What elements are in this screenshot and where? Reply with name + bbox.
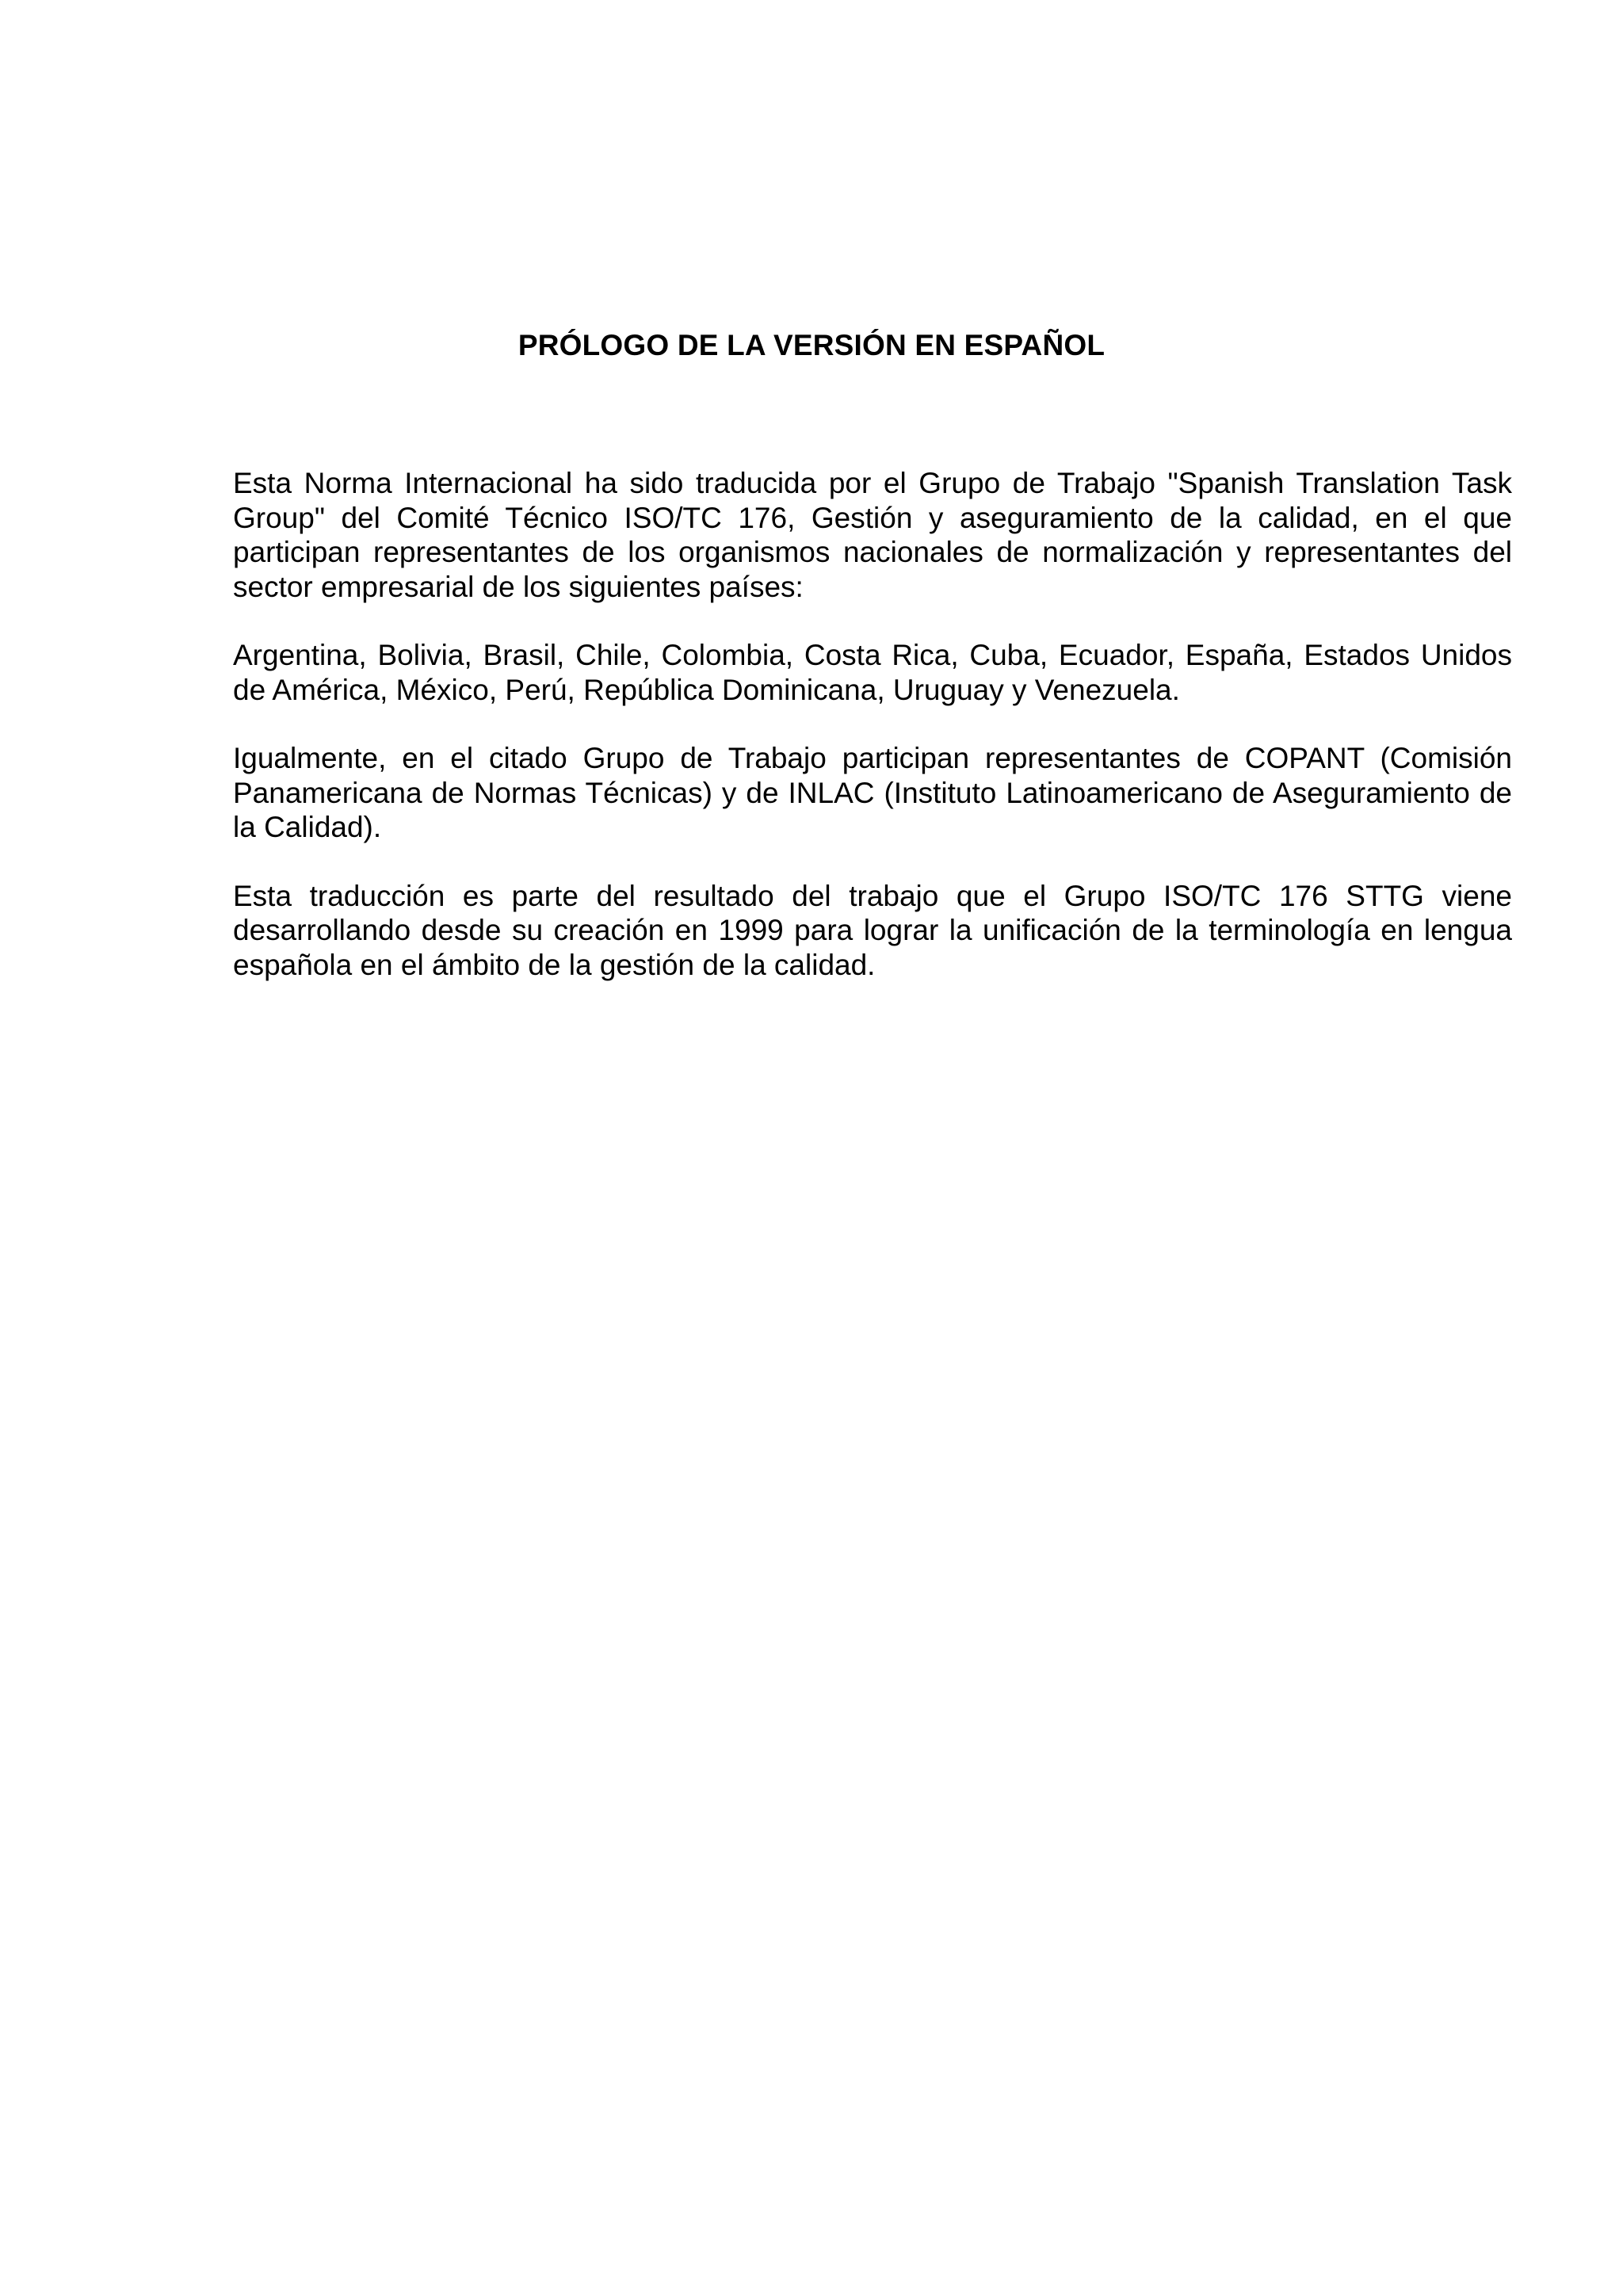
document-body: [233, 466, 1512, 1016]
paragraph-countries: Argentina, Bolivia, Brasil, Chile, Colombia, Costa Rica, Cuba, Ecuador, España, Estados Unidos de América, México, Perú, República Dominicana, Uruguay y Venezuela.: [233, 639, 1512, 706]
paragraph-sttg-work: Esta traducción es parte del resultado del trabajo que el Grupo ISO/TC 176 STTG viene desarrollando desde su creación en 1999 para lograr la unificación de la terminología en lengua española en el ámbito de la gestión de la calidad.: [233, 879, 1512, 981]
page-title: PRÓLOGO DE LA VERSIÓN EN ESPAÑOL: [517, 329, 1106, 361]
paragraph-translation-group: Esta Norma Internacional ha sido traducida por el Grupo de Trabajo "Spanish Translation Task Group" del Comité Técnico ISO/TC 176, Gestión y aseguramiento de la calidad, en el que participan representantes de los organismos nacionales de normalización y representantes del sector empresarial de los siguientes países:: [233, 467, 1512, 603]
paragraph-copant-inlac: Igualmente, en el citado Grupo de Trabajo participan representantes de COPANT (Comisión Panamericana de Normas Técnicas) y de INLAC (Instituto Latinoamericano de Aseguramiento de la Calidad).: [233, 742, 1512, 843]
